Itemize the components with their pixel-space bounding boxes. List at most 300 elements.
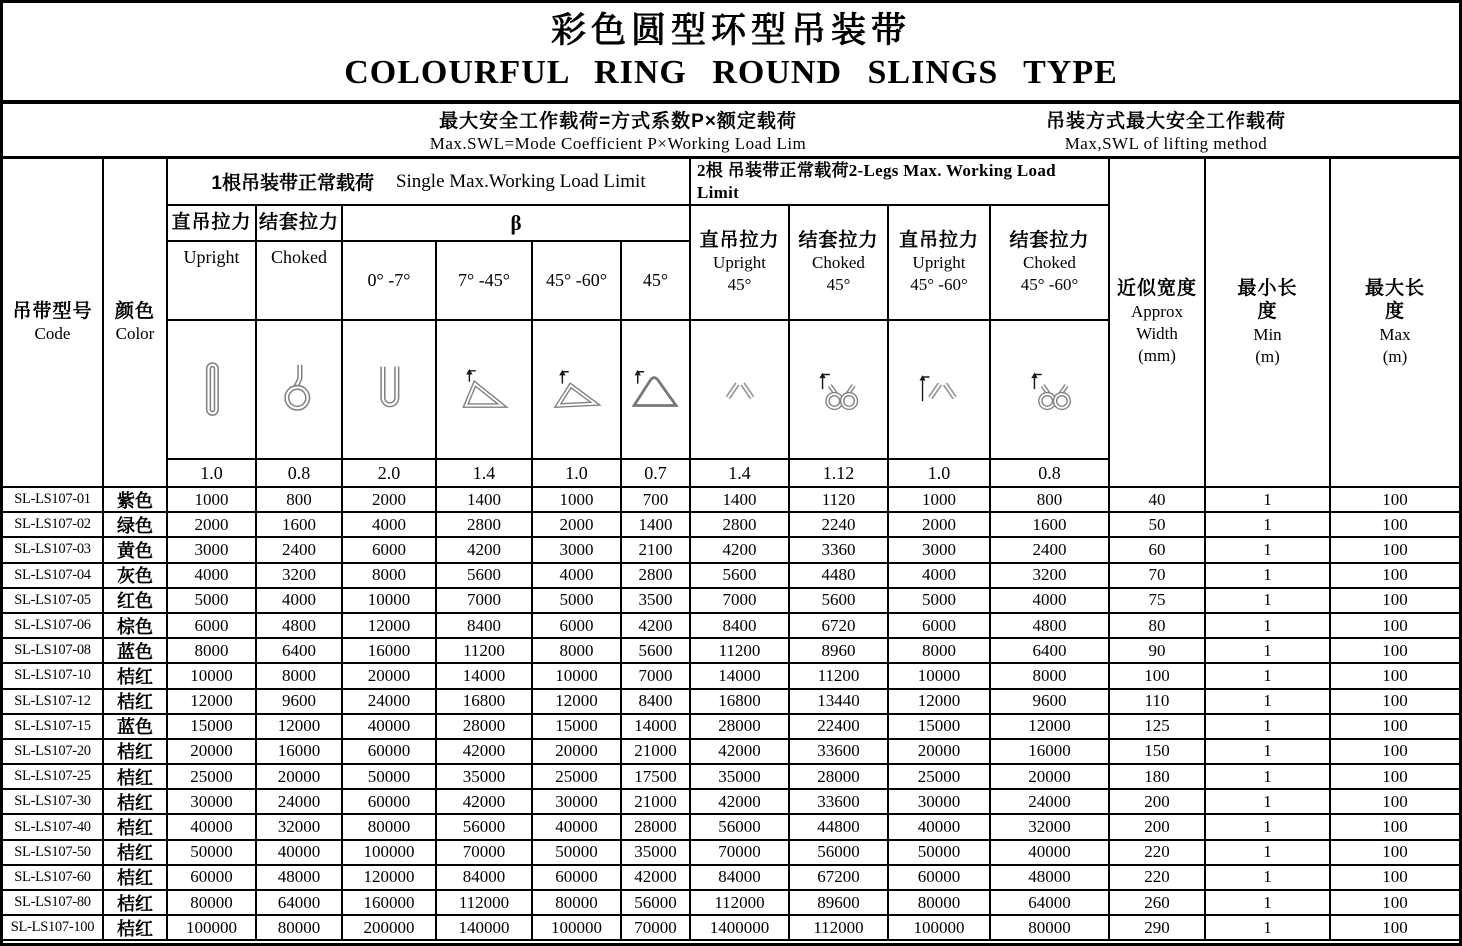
row-value: 200 — [1110, 815, 1206, 840]
min-en: Min — [1253, 325, 1282, 345]
row-value: 160000 — [343, 891, 437, 916]
row-value: 56000 — [790, 841, 889, 866]
row-value: 25000 — [889, 765, 991, 790]
formula-left-cn: 最大安全工作载荷=方式系数P×额定载荷 — [439, 111, 797, 132]
coefficient-45: 0.7 — [622, 460, 691, 488]
row-color: 桔红 — [104, 740, 168, 765]
coefficient-2leg-upright-45: 1.4 — [691, 460, 790, 488]
row-value: 1 — [1206, 614, 1331, 639]
row-value: 40000 — [343, 715, 437, 740]
row-value: 110 — [1110, 690, 1206, 715]
row-value: 11200 — [437, 639, 533, 664]
header-choked-en — [257, 242, 343, 321]
coefficient-vertical: 1.0 — [168, 460, 257, 488]
row-value: 1400 — [622, 513, 691, 538]
row-value: 6000 — [343, 538, 437, 563]
row-value: 1120 — [790, 488, 889, 513]
formula-right-cn: 吊装方式最大安全工作载荷 — [1045, 111, 1286, 132]
row-color: 黄色 — [104, 538, 168, 563]
basket-hitch-angle2-icon — [533, 321, 622, 460]
row-value: 1000 — [889, 488, 991, 513]
row-value: 30000 — [533, 790, 622, 815]
angle-45-label: 45° — [642, 270, 669, 290]
row-value: 6000 — [533, 614, 622, 639]
row-value: 21000 — [622, 740, 691, 765]
row-value: 21000 — [622, 790, 691, 815]
header-upright-cn — [168, 206, 257, 242]
row-value: 20000 — [991, 765, 1110, 790]
row-value: 6000 — [889, 614, 991, 639]
row-code: SL-LS107-04 — [3, 564, 104, 589]
row-value: 11200 — [790, 664, 889, 689]
col-header-color-en: Color — [115, 324, 155, 344]
two-leg-0-cn: 直吊拉力 — [699, 229, 780, 251]
row-value: 1 — [1206, 564, 1331, 589]
header-upright-en — [168, 242, 257, 321]
basket-hitch-angle-icon — [437, 321, 533, 460]
row-value: 89600 — [790, 891, 889, 916]
row-value: 180 — [1110, 765, 1206, 790]
row-value: 112000 — [790, 916, 889, 941]
row-value: 1 — [1206, 715, 1331, 740]
row-value: 90 — [1110, 639, 1206, 664]
row-value: 35000 — [437, 765, 533, 790]
row-value: 80000 — [257, 916, 343, 941]
two-leg-2-cn: 直吊拉力 — [898, 229, 979, 251]
row-color: 桔红 — [104, 891, 168, 916]
row-value: 4000 — [257, 589, 343, 614]
two-leg-choked-sling-angle-icon — [991, 321, 1110, 460]
row-value: 16000 — [991, 740, 1110, 765]
row-value: 20000 — [168, 740, 257, 765]
row-value: 2100 — [622, 538, 691, 563]
group-single-en: Single Max.Working Load Limit — [395, 170, 646, 192]
row-value: 44800 — [790, 815, 889, 840]
row-value: 60 — [1110, 538, 1206, 563]
row-value: 7000 — [622, 664, 691, 689]
row-value: 32000 — [257, 815, 343, 840]
row-value: 5600 — [622, 639, 691, 664]
row-color: 紫色 — [104, 488, 168, 513]
two-leg-3-angle: 45° -60° — [1020, 275, 1079, 295]
row-value: 10000 — [889, 664, 991, 689]
header-two-leg-choked-45 — [790, 206, 889, 321]
row-value: 24000 — [991, 790, 1110, 815]
row-value: 1 — [1206, 740, 1331, 765]
row-value: 12000 — [343, 614, 437, 639]
row-value: 1 — [1206, 488, 1331, 513]
row-value: 1400 — [437, 488, 533, 513]
row-value: 8000 — [343, 564, 437, 589]
row-value: 80000 — [343, 815, 437, 840]
beta-label: β — [510, 210, 522, 235]
row-value: 60000 — [343, 740, 437, 765]
row-value: 5000 — [533, 589, 622, 614]
row-code: SL-LS107-03 — [3, 538, 104, 563]
min-cn2: 度 — [1257, 301, 1278, 323]
row-value: 16000 — [257, 740, 343, 765]
group-two-leg-line2: Limit — [697, 182, 740, 202]
row-value: 70000 — [622, 916, 691, 941]
row-value: 24000 — [257, 790, 343, 815]
col-header-max — [1331, 159, 1459, 488]
row-value: 60000 — [343, 790, 437, 815]
row-color: 桔红 — [104, 916, 168, 941]
row-value: 17500 — [622, 765, 691, 790]
row-value: 100 — [1110, 664, 1206, 689]
row-value: 5000 — [889, 589, 991, 614]
row-value: 8000 — [991, 664, 1110, 689]
basket-hitch-wide-icon — [622, 321, 691, 460]
coefficient-2leg-choked-45: 1.12 — [790, 460, 889, 488]
row-value: 100000 — [168, 916, 257, 941]
row-code: SL-LS107-80 — [3, 891, 104, 916]
row-value: 80000 — [889, 891, 991, 916]
row-color: 棕色 — [104, 614, 168, 639]
width-en1: Approx — [1131, 302, 1183, 322]
row-value: 1000 — [533, 488, 622, 513]
row-value: 56000 — [622, 891, 691, 916]
row-value: 12000 — [533, 690, 622, 715]
row-value: 80000 — [533, 891, 622, 916]
row-value: 60000 — [168, 866, 257, 891]
row-value: 12000 — [889, 690, 991, 715]
row-value: 112000 — [437, 891, 533, 916]
max-unit: (m) — [1382, 347, 1408, 367]
row-value: 40000 — [889, 815, 991, 840]
row-value: 1 — [1206, 538, 1331, 563]
row-value: 42000 — [691, 790, 790, 815]
row-value: 4000 — [168, 564, 257, 589]
header-angle-0-7 — [343, 242, 437, 321]
row-value: 50000 — [168, 841, 257, 866]
title-block — [3, 3, 1459, 100]
coefficient-45-60: 1.0 — [533, 460, 622, 488]
two-leg-1-angle: 45° — [826, 275, 851, 295]
row-value: 1 — [1206, 589, 1331, 614]
choked-cn-label: 结套拉力 — [258, 212, 339, 234]
row-value: 56000 — [437, 815, 533, 840]
row-value: 40000 — [257, 841, 343, 866]
row-color: 蓝色 — [104, 715, 168, 740]
row-value: 4000 — [343, 513, 437, 538]
row-value: 112000 — [691, 891, 790, 916]
row-value: 1 — [1206, 639, 1331, 664]
row-code: SL-LS107-60 — [3, 866, 104, 891]
row-value: 2400 — [991, 538, 1110, 563]
two-leg-3-en: Choked — [1023, 253, 1076, 273]
width-en2: Width — [1136, 324, 1178, 344]
formula-right — [873, 104, 1459, 156]
row-value: 4800 — [257, 614, 343, 639]
row-value: 9600 — [991, 690, 1110, 715]
col-header-width — [1110, 159, 1206, 488]
row-color: 桔红 — [104, 866, 168, 891]
row-code: SL-LS107-15 — [3, 715, 104, 740]
row-value: 1 — [1206, 664, 1331, 689]
choked-en-label: Choked — [271, 247, 327, 267]
row-value: 8000 — [533, 639, 622, 664]
page-title-en: COLOURFUL RING ROUND SLINGS TYPE — [344, 53, 1118, 91]
row-value: 28000 — [622, 815, 691, 840]
row-value: 125 — [1110, 715, 1206, 740]
width-unit: (mm) — [1138, 346, 1176, 366]
row-value: 1 — [1206, 891, 1331, 916]
coefficient-7-45: 1.4 — [437, 460, 533, 488]
row-value: 220 — [1110, 841, 1206, 866]
row-code: SL-LS107-05 — [3, 589, 104, 614]
row-value: 80000 — [991, 916, 1110, 941]
row-value: 8000 — [257, 664, 343, 689]
row-code: SL-LS107-20 — [3, 740, 104, 765]
row-value: 2000 — [168, 513, 257, 538]
row-value: 42000 — [622, 866, 691, 891]
row-value: 100 — [1331, 639, 1459, 664]
row-value: 11200 — [691, 639, 790, 664]
row-value: 100000 — [343, 841, 437, 866]
row-value: 100 — [1331, 765, 1459, 790]
row-value: 42000 — [437, 740, 533, 765]
header-two-leg-choked-45-60 — [991, 206, 1110, 321]
row-value: 70 — [1110, 564, 1206, 589]
row-value: 7000 — [437, 589, 533, 614]
row-value: 100 — [1331, 916, 1459, 941]
row-value: 30000 — [889, 790, 991, 815]
row-value: 220 — [1110, 866, 1206, 891]
row-value: 1400 — [691, 488, 790, 513]
row-value: 28000 — [437, 715, 533, 740]
row-color: 绿色 — [104, 513, 168, 538]
row-value: 50000 — [533, 841, 622, 866]
width-cn: 近似宽度 — [1116, 278, 1197, 300]
row-value: 16800 — [691, 690, 790, 715]
two-leg-3-cn: 结套拉力 — [1009, 229, 1090, 251]
angle-7-45-label: 7° -45° — [458, 270, 510, 290]
row-value: 42000 — [437, 790, 533, 815]
header-angle-7-45 — [437, 242, 533, 321]
row-color: 桔红 — [104, 765, 168, 790]
row-value: 140000 — [437, 916, 533, 941]
row-value: 4000 — [991, 589, 1110, 614]
col-header-code-cn: 吊带型号 — [12, 300, 93, 322]
row-value: 5600 — [437, 564, 533, 589]
row-value: 35000 — [622, 841, 691, 866]
row-value: 1 — [1206, 866, 1331, 891]
row-value: 2240 — [790, 513, 889, 538]
row-value: 5600 — [790, 589, 889, 614]
row-value: 100 — [1331, 715, 1459, 740]
row-value: 64000 — [991, 891, 1110, 916]
row-value: 150 — [1110, 740, 1206, 765]
row-code: SL-LS107-12 — [3, 690, 104, 715]
row-value: 2000 — [889, 513, 991, 538]
row-value: 100000 — [533, 916, 622, 941]
row-value: 70000 — [437, 841, 533, 866]
row-value: 6000 — [168, 614, 257, 639]
row-value: 260 — [1110, 891, 1206, 916]
max-cn2: 度 — [1384, 301, 1405, 323]
two-leg-choked-sling-icon — [790, 321, 889, 460]
upright-en-label: Upright — [183, 247, 240, 267]
row-color: 桔红 — [104, 841, 168, 866]
coefficient-choked: 0.8 — [257, 460, 343, 488]
group-header-single — [168, 159, 691, 206]
row-value: 100 — [1331, 513, 1459, 538]
row-value: 800 — [257, 488, 343, 513]
row-value: 290 — [1110, 916, 1206, 941]
row-value: 75 — [1110, 589, 1206, 614]
formula-left — [3, 104, 873, 156]
row-value: 2000 — [343, 488, 437, 513]
header-beta — [343, 206, 691, 242]
row-value: 50 — [1110, 513, 1206, 538]
row-value: 1000 — [168, 488, 257, 513]
header-angle-45 — [622, 242, 691, 321]
row-value: 56000 — [691, 815, 790, 840]
row-value: 100 — [1331, 564, 1459, 589]
col-header-code — [3, 159, 104, 488]
row-code: SL-LS107-10 — [3, 664, 104, 689]
row-value: 100 — [1331, 589, 1459, 614]
row-value: 14000 — [437, 664, 533, 689]
row-code: SL-LS107-100 — [3, 916, 104, 941]
row-value: 12000 — [168, 690, 257, 715]
row-color: 红色 — [104, 589, 168, 614]
row-value: 100 — [1331, 664, 1459, 689]
header-angle-45-60 — [533, 242, 622, 321]
formula-right-en: Max,SWL of lifting method — [1064, 134, 1268, 153]
max-en: Max — [1379, 325, 1411, 345]
row-value: 200 — [1110, 790, 1206, 815]
row-value: 50000 — [889, 841, 991, 866]
row-value: 6720 — [790, 614, 889, 639]
row-value: 6400 — [991, 639, 1110, 664]
row-value: 700 — [622, 488, 691, 513]
row-color: 灰色 — [104, 564, 168, 589]
row-value: 8960 — [790, 639, 889, 664]
row-code: SL-LS107-02 — [3, 513, 104, 538]
vertical-hitch-icon — [168, 321, 257, 460]
col-header-color — [104, 159, 168, 488]
row-value: 80000 — [168, 891, 257, 916]
group-two-leg-line1: 2根 吊装带正常载荷2-Legs Max. Working Load — [697, 161, 1056, 181]
row-value: 33600 — [790, 790, 889, 815]
row-value: 4800 — [991, 614, 1110, 639]
row-value: 13440 — [790, 690, 889, 715]
header-two-leg-upright-45 — [691, 206, 790, 321]
row-value: 7000 — [691, 589, 790, 614]
row-code: SL-LS107-25 — [3, 765, 104, 790]
row-value: 3360 — [790, 538, 889, 563]
group-single-cn: 1根吊装带正常载荷 — [211, 173, 374, 194]
row-value: 100000 — [889, 916, 991, 941]
row-code: SL-LS107-50 — [3, 841, 104, 866]
row-value: 9600 — [257, 690, 343, 715]
row-value: 100 — [1331, 690, 1459, 715]
row-value: 1600 — [991, 513, 1110, 538]
angle-0-7-label: 0° -7° — [367, 270, 411, 290]
row-value: 12000 — [991, 715, 1110, 740]
choke-hitch-icon — [257, 321, 343, 460]
row-value: 84000 — [691, 866, 790, 891]
row-value: 64000 — [257, 891, 343, 916]
row-value: 20000 — [533, 740, 622, 765]
row-value: 10000 — [168, 664, 257, 689]
two-leg-0-angle: 45° — [727, 275, 752, 295]
row-value: 8000 — [889, 639, 991, 664]
row-value: 3000 — [889, 538, 991, 563]
row-value: 25000 — [533, 765, 622, 790]
row-value: 2400 — [257, 538, 343, 563]
row-value: 4480 — [790, 564, 889, 589]
basket-hitch-icon — [343, 321, 437, 460]
row-value: 33600 — [790, 740, 889, 765]
formula-header — [3, 104, 1459, 159]
row-value: 200000 — [343, 916, 437, 941]
upright-cn-label: 直吊拉力 — [171, 212, 252, 234]
row-code: SL-LS107-40 — [3, 815, 104, 840]
row-value: 4200 — [622, 614, 691, 639]
row-value: 1 — [1206, 790, 1331, 815]
row-value: 100 — [1331, 790, 1459, 815]
header-choked-cn — [257, 206, 343, 242]
row-value: 800 — [991, 488, 1110, 513]
coefficient-2leg-choked-45-60: 0.8 — [991, 460, 1110, 488]
row-value: 4200 — [437, 538, 533, 563]
row-value: 100 — [1331, 538, 1459, 563]
row-value: 1 — [1206, 513, 1331, 538]
row-value: 40000 — [533, 815, 622, 840]
row-value: 4000 — [533, 564, 622, 589]
row-value: 20000 — [257, 765, 343, 790]
row-value: 6400 — [257, 639, 343, 664]
row-value: 120000 — [343, 866, 437, 891]
row-value: 14000 — [622, 715, 691, 740]
two-leg-0-en: Upright — [713, 253, 766, 273]
row-value: 100 — [1331, 815, 1459, 840]
row-value: 2000 — [533, 513, 622, 538]
min-cn1: 最小长 — [1237, 277, 1298, 299]
min-unit: (m) — [1255, 347, 1280, 367]
page-title-cn: 彩色圆型环型吊装带 — [550, 11, 911, 51]
row-value: 48000 — [257, 866, 343, 891]
row-value: 3500 — [622, 589, 691, 614]
table-header — [3, 159, 1459, 488]
row-value: 3000 — [168, 538, 257, 563]
row-value: 40000 — [168, 815, 257, 840]
row-value: 12000 — [257, 715, 343, 740]
row-value: 4200 — [691, 538, 790, 563]
row-color: 桔红 — [104, 815, 168, 840]
row-code: SL-LS107-06 — [3, 614, 104, 639]
coefficient-0-7: 2.0 — [343, 460, 437, 488]
row-color: 桔红 — [104, 690, 168, 715]
row-value: 1400000 — [691, 916, 790, 941]
row-code: SL-LS107-08 — [3, 639, 104, 664]
row-value: 14000 — [691, 664, 790, 689]
row-value: 15000 — [168, 715, 257, 740]
row-value: 3200 — [257, 564, 343, 589]
row-value: 100 — [1331, 866, 1459, 891]
row-value: 100 — [1331, 841, 1459, 866]
row-value: 35000 — [691, 765, 790, 790]
row-value: 67200 — [790, 866, 889, 891]
two-leg-1-cn: 结套拉力 — [798, 229, 879, 251]
row-value: 1 — [1206, 841, 1331, 866]
row-value: 10000 — [533, 664, 622, 689]
header-two-leg-upright-45-60 — [889, 206, 991, 321]
row-value: 8400 — [437, 614, 533, 639]
